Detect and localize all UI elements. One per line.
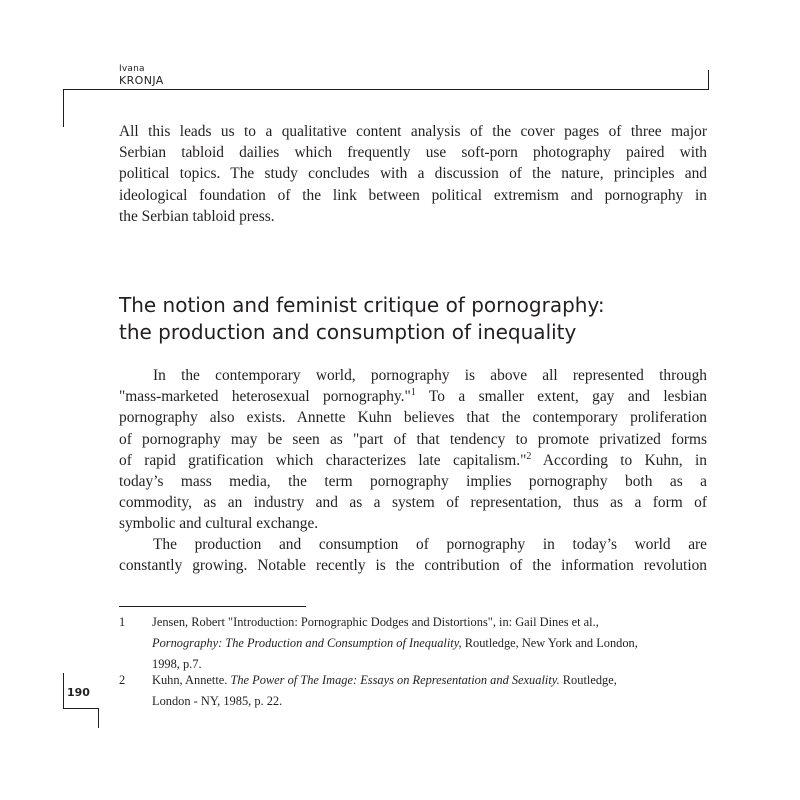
running-header-author-last: KRONJA: [119, 74, 164, 87]
footnote-1-body: [152, 612, 709, 675]
body-paragraph-1: [119, 365, 707, 535]
footnote-1-number: 1: [119, 615, 126, 629]
body-p1-line-7: commodity, as an industry and as a system of representation, thus as a form of: [119, 494, 707, 512]
intro-line-1: All this leads us to a qualitative content analysis of the cover pages of three major: [119, 123, 707, 140]
page-number-rule-bottom: [63, 708, 99, 709]
footnote-2-publisher: Routledge,: [559, 673, 617, 687]
footnote-ref-1[interactable]: 1: [410, 387, 416, 399]
body-p1-line-2: [119, 386, 707, 407]
footnote-1-title: Pornography: The Production and Consumption of Inequality,: [152, 636, 462, 650]
footnote-1-line-2: [152, 633, 709, 654]
page-number-rule-left: [63, 673, 64, 709]
section-heading-line-2: the production and consumption of inequality: [119, 320, 577, 344]
footnote-1-line-1: Jensen, Robert "Introduction: Pornographic Dodges and Distortions", in: Gail Dines et al.,: [152, 615, 599, 629]
body-p1-line-1: In the contemporary world, pornography is above all represented through: [153, 367, 707, 384]
intro-line-5: the Serbian tabloid press.: [119, 207, 275, 225]
footnote-2-number: 2: [119, 673, 126, 687]
intro-line-4: ideological foundation of the link between political extremism and pornography in: [119, 186, 707, 204]
footnote-2-author: Kuhn, Annette.: [152, 673, 231, 687]
body-p1-line-5: [119, 450, 707, 471]
body-p1-line-8: symbolic and cultural exchange.: [119, 515, 319, 533]
running-header-author-first: Ivana: [119, 64, 145, 74]
body-p1-line-6: today’s mass media, the term pornography implies pornography both as a: [119, 473, 707, 491]
footnote-2-line-2: London - NY, 1985, p. 22.: [152, 694, 283, 708]
body-p1-line-5-text-b: According to Kuhn, in: [531, 451, 707, 469]
body-p1-line-5-text-a: of rapid gratification which characterizes late capitalism.": [119, 451, 527, 469]
body-p1-line-2-text-a: "mass-marketed heterosexual pornography.": [119, 388, 411, 406]
section-heading-line-1: The notion and feminist critique of pornography:: [119, 293, 605, 317]
header-rule-horizontal: [63, 89, 709, 90]
page-number-rule-right: [98, 708, 99, 728]
body-paragraph-2: [119, 534, 707, 576]
footnote-1-line-3: 1998, p.7.: [152, 657, 202, 671]
footnote-2-line-1: [152, 670, 709, 691]
intro-line-3: political topics. The study concludes with a discussion of the nature, principles and: [119, 165, 707, 183]
footnote-separator: [119, 606, 306, 607]
body-p2-line-1: The production and consumption of pornography in today’s world are: [153, 536, 707, 553]
header-rule-left-vertical: [63, 89, 64, 127]
footnote-1-publisher: Routledge, New York and London,: [461, 636, 638, 650]
intro-paragraph: [119, 121, 707, 227]
body-p1-line-2-text-b: To a smaller extent, gay and lesbian: [415, 388, 707, 406]
page-number: 190: [67, 686, 90, 699]
header-rule-right-vertical: [708, 70, 709, 90]
section-heading: [119, 292, 719, 346]
body-p1-line-3: pornography also exists. Annette Kuhn believes that the contemporary proliferation: [119, 409, 707, 427]
footnote-ref-2[interactable]: 2: [526, 450, 532, 462]
intro-line-2: Serbian tabloid dailies which frequently use soft-porn photography paired with: [119, 144, 707, 162]
body-p2-line-2: constantly growing. Notable recently is the contribution of the information revolution: [119, 557, 707, 575]
footnote-2-body: [152, 670, 709, 712]
body-p1-line-4: of pornography may be seen as "part of that tendency to promote privatized forms: [119, 430, 707, 448]
footnote-2-title: The Power of The Image: Essays on Representation and Sexuality.: [230, 673, 560, 687]
